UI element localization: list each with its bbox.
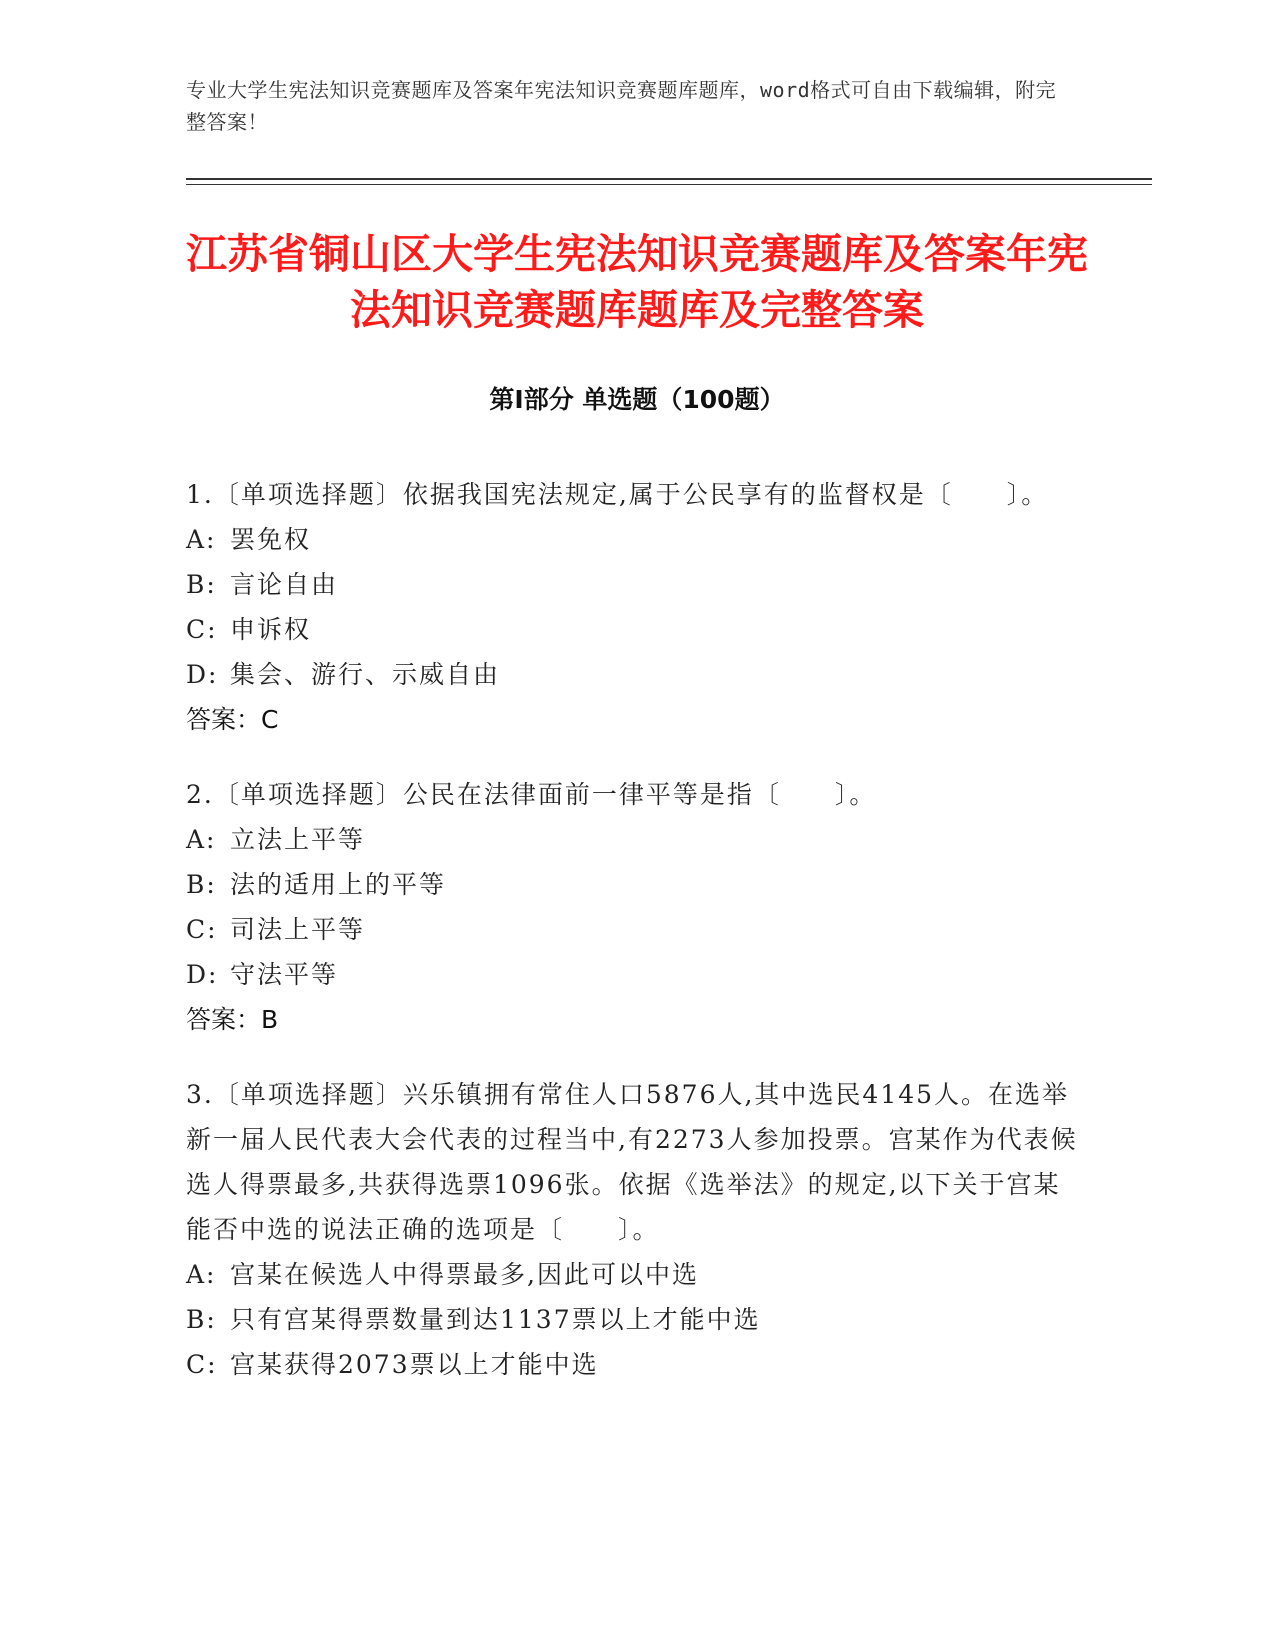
- option-text: 守法平等: [230, 960, 339, 989]
- header-note: 专业大学生宪法知识竞赛题库及答案年宪法知识竞赛题库题库，word格式可自由下载编辑，附完整答案！: [186, 78, 1057, 134]
- option-c: [186, 907, 1086, 952]
- option-text: 宫某在候选人中得票最多,因此可以中选: [230, 1260, 699, 1289]
- question-1: [186, 472, 1086, 742]
- answer-line: 答案：B: [186, 1005, 279, 1034]
- option-text: 申诉权: [230, 615, 312, 644]
- option-key: C:: [186, 915, 218, 944]
- option-key: A:: [186, 525, 217, 554]
- section-title: 第Ⅰ部分 单选题（100题）: [489, 385, 785, 414]
- option-d: [186, 952, 1086, 997]
- option-d: [186, 652, 1086, 697]
- option-key: D:: [186, 960, 219, 989]
- question-stem: 1.〔单项选择题〕依据我国宪法规定,属于公民享有的监督权是〔 〕。: [186, 480, 1049, 509]
- question-stem: 2.〔单项选择题〕公民在法律面前一律平等是指〔 〕。: [186, 780, 877, 809]
- option-text: 只有宫某得票数量到达1137票以上才能中选: [230, 1305, 761, 1334]
- option-c: [186, 607, 1086, 652]
- option-text: 司法上平等: [230, 915, 366, 944]
- option-key: C:: [186, 615, 218, 644]
- option-key: D:: [186, 660, 219, 689]
- question-2: [186, 772, 1086, 1042]
- question-3: [186, 1072, 1086, 1387]
- option-b: [186, 562, 1086, 607]
- option-key: A:: [186, 825, 217, 854]
- option-text: 集会、游行、示威自由: [230, 660, 501, 689]
- document-title: 江苏省铜山区大学生宪法知识竞赛题库及答案年宪法知识竞赛题库题库及完整答案: [186, 230, 1088, 334]
- option-key: C:: [186, 1350, 218, 1379]
- option-text: 法的适用上的平等: [230, 870, 447, 899]
- option-text: 立法上平等: [230, 825, 366, 854]
- option-key: B:: [186, 1305, 217, 1334]
- option-key: B:: [186, 870, 217, 899]
- header-divider-thin: [186, 184, 1152, 185]
- answer-line: 答案：C: [186, 705, 279, 734]
- option-b: [186, 1297, 1086, 1342]
- option-key: A:: [186, 1260, 217, 1289]
- header-divider-thick: [186, 178, 1152, 180]
- option-key: B:: [186, 570, 217, 599]
- option-b: [186, 862, 1086, 907]
- option-text: 罢免权: [230, 525, 312, 554]
- option-a: [186, 817, 1086, 862]
- question-stem: 3.〔单项选择题〕兴乐镇拥有常住人口5876人,其中选民4145人。在选举新一届人民代表大会代表的过程当中,有2273人参加投票。宫某作为代表候选人得票最多,共获得选票1096张。依据《选举法》的规定,以下关于宫某能否中选的说法正确的选项是〔 〕。: [186, 1080, 1078, 1244]
- option-a: [186, 517, 1086, 562]
- question-list: [186, 472, 1086, 1417]
- option-text: 言论自由: [230, 570, 339, 599]
- option-a: [186, 1252, 1086, 1297]
- option-text: 宫某获得2073票以上才能中选: [230, 1350, 599, 1379]
- option-c: [186, 1342, 1086, 1387]
